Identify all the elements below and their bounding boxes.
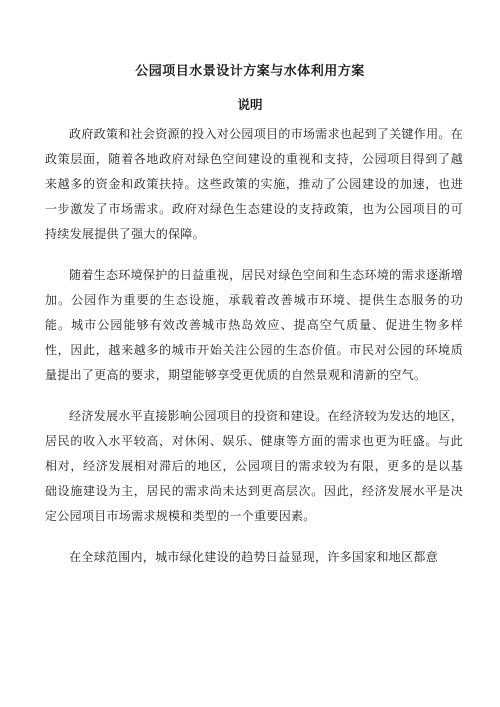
paragraph: 政府政策和社会资源的投入对公园项目的市场需求也起到了关键作用。在政策层面，随着各地政府对绿色空间建设的重视和支持，公园项目得到了越来越多的资金和政策扶持。这些政策的实施，推动了公园建设的加速，也进一步激发了市场需求。政府对绿色生态建设的支持政策，也为公园项目的可持续发展提供了强大的保障。 bbox=[45, 127, 463, 241]
paragraph: 随着生态环境保护的日益重视，居民对绿色空间和生态环境的需求逐渐增加。公园作为重要的生态设施，承载着改善城市环境、提供生态服务的功能。城市公园能够有效改善城市热岛效应、提高空气质量、促进生物多样性，因此，越来越多的城市开始关注公园的生态价值。市民对公园的环境质量提出了更高的要求，期望能够享受更优质的自然景观和清新的空气。 bbox=[45, 268, 463, 382]
paragraph: 在全球范围内，城市绿化建设的趋势日益显现，许多国家和地区都意 bbox=[69, 550, 439, 564]
document-body bbox=[45, 122, 463, 586]
paragraph: 经济发展水平直接影响公园项目的投资和建设。在经济较为发达的地区，居民的收入水平较高，对休闲、娱乐、健康等方面的需求也更为旺盛。与此相对，经济发展相对滞后的地区，公园项目的需求较为有限，更多的是以基础设施建设为主，居民的需求尚未达到更高层次。因此，经济发展水平是决定公园项目市场需求规模和类型的一个重要因素。 bbox=[45, 409, 463, 523]
document-subtitle: 说明 bbox=[237, 97, 263, 112]
document-title: 公园项目水景设计方案与水体利用方案 bbox=[135, 64, 365, 79]
